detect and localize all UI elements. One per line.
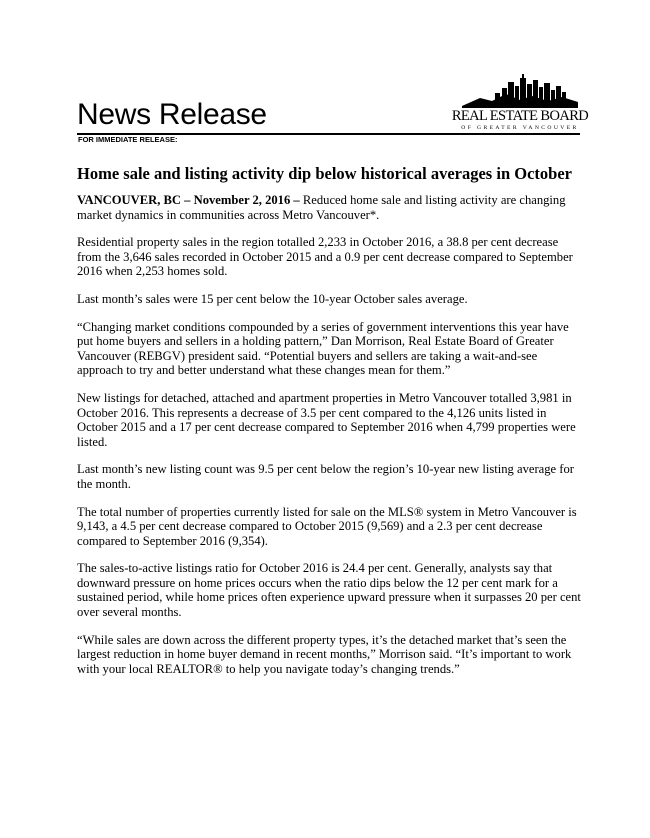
- paragraph-sales-average: Last month’s sales were 15 per cent below the 10-year October sales average.: [77, 291, 468, 306]
- dateline: VANCOUVER, BC – November 2, 2016 –: [77, 193, 300, 207]
- release-subtitle: FOR IMMEDIATE RELEASE:: [78, 135, 178, 144]
- paragraph-sales: Residential property sales in the region totalled 2,233 in October 2016, a 38.8 per cent decrease from the 3,646 sales recorded in October 2015 and a 0.9 per cent decrease compared to September 2016 when 2,253 homes sold.: [77, 235, 573, 279]
- board-region: OF GREATER VANCOUVER: [461, 125, 579, 131]
- lead-text: Reduced home sale and listing activity are changing market dynamics in communities across Metro Vancouver*.: [77, 193, 566, 222]
- paragraph-total-listed: The total number of properties currently listed for sale on the MLS® system in Metro Vancouver is 9,143, a 4.5 per cent decrease compared to October 2015 (9,569) and a 2.3 per cent decrease compared to September 2016 (9,354).: [77, 504, 577, 548]
- paragraph-new-listings: New listings for detached, attached and apartment properties in Metro Vancouver totalled 3,981 in October 2016. This represents a decrease of 3.5 per cent compared to the 4,126 units listed in October 2015 and a 17 per cent decrease compared to September 2016 when 4,799 properties were listed.: [77, 390, 576, 449]
- paragraph-morrison-quote: “While sales are down across the different property types, it’s the detached market that’s seen the largest reduction in home buyer demand in recent months,” Morrison said. “It’s important to work with your local REALTOR® to help you navigate today’s changing trends.”: [77, 632, 572, 676]
- paragraph-president-quote: “Changing market conditions compounded by a series of government interventions this year have put home buyers and sellers in a holding pattern,” Dan Morrison, Real Estate Board of Greater Vancouver (REBGV) president said. “Potential buyers and sellers are taking a wait-and-see approach to try and better understand what these changes mean for them.”: [77, 319, 569, 378]
- city-skyline-icon: [462, 74, 578, 108]
- board-name: REAL ESTATE BOARD: [451, 108, 589, 124]
- article-body: [77, 163, 583, 689]
- page-title: News Release: [77, 98, 267, 131]
- lead-paragraph: [77, 193, 583, 222]
- paragraph-listing-average: Last month’s new listing count was 9.5 per cent below the region’s 10-year new listing average for the month.: [77, 462, 574, 491]
- paragraph-sales-ratio: The sales-to-active listings ratio for October 2016 is 24.4 per cent. Generally, analysts say that downward pressure on home prices occurs when the ratio dips below the 12 per cent mark for a sustained period, while home prices often experience upward pressure when it surpasses 20 per cent over several months.: [77, 561, 581, 620]
- board-logo: [450, 74, 590, 132]
- article-headline: Home sale and listing activity dip below historical averages in October: [77, 164, 572, 183]
